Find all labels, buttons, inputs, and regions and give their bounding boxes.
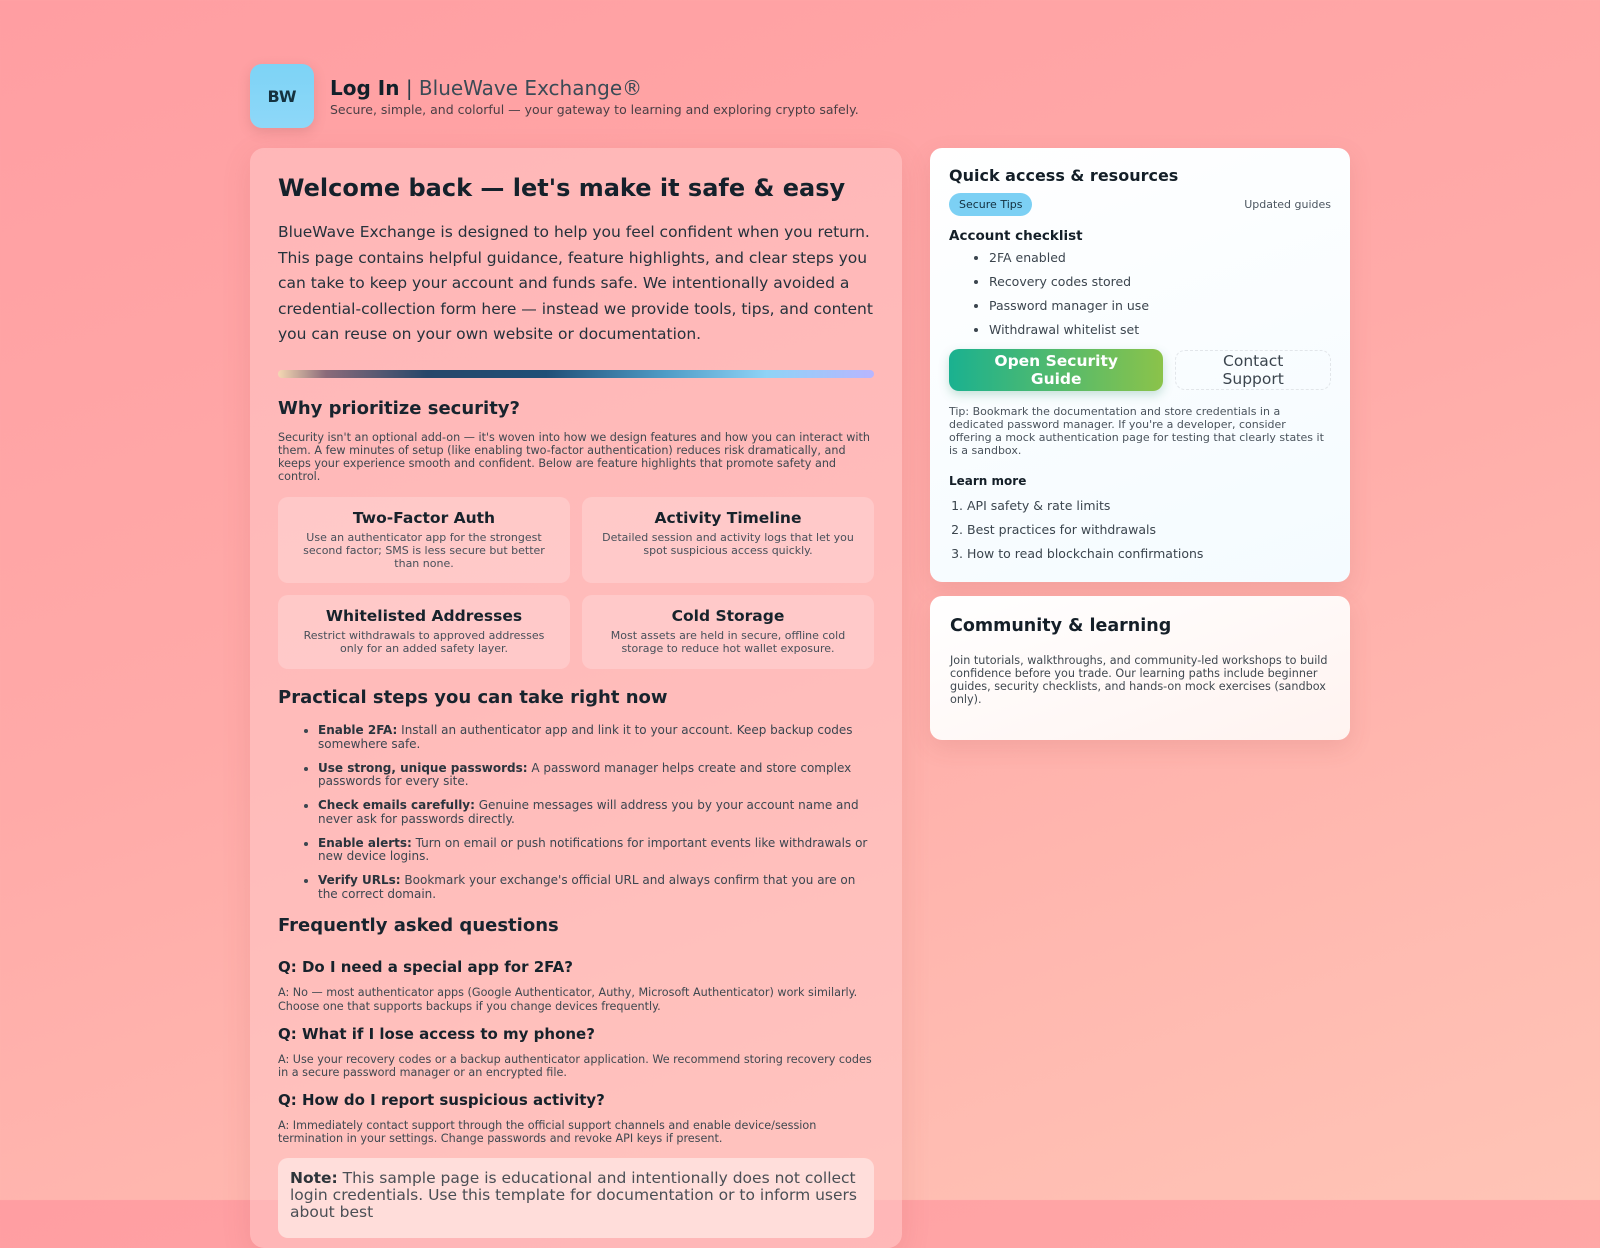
feature-card-two-factor — [278, 497, 570, 583]
welcome-heading: Welcome back — let's make it safe & easy — [278, 174, 846, 202]
quick-access-heading: Quick access & resources — [949, 166, 1179, 185]
learn-more-link[interactable]: 1. API safety & rate limits — [967, 498, 1331, 513]
step-label: Enable 2FA: — [318, 723, 398, 738]
learn-more-link[interactable]: 2. Best practices for withdrawals — [967, 522, 1331, 537]
community-heading: Community & learning — [950, 616, 1172, 636]
step-label: Enable alerts: — [318, 835, 412, 850]
page-title — [330, 76, 859, 100]
step-text: Genuine messages will address you by your account name and never ask for passwords directly. — [318, 798, 859, 826]
tip-text: Tip: Bookmark the documentation and store credentials in a dedicated password manager. If you're a developer, consider offering a mock authentication page for testing that clearly states it is a sandbox. — [949, 405, 1324, 457]
contact-support-button[interactable]: Contact Support — [1175, 350, 1331, 390]
learn-more-heading: Learn more — [949, 474, 1027, 488]
community-card — [930, 596, 1350, 740]
faq-answer: A: Immediately contact support through the official support channels and enable device/session termination in your settings. Change passwords and revoke API keys if present. — [278, 1119, 817, 1146]
steps-heading: Practical steps you can take right now — [278, 687, 668, 709]
step-text: Bookmark your exchange's official URL and always confirm that you are on the correct domain. — [318, 873, 856, 901]
step-label: Verify URLs: — [318, 873, 401, 888]
faq-question: Q: How do I report suspicious activity? — [278, 1091, 605, 1110]
step-text: Turn on email or push notifications for important events like withdrawals or new device logins. — [318, 835, 868, 864]
checklist-item: • Password manager in use — [989, 298, 1331, 313]
feature-desc: Detailed session and activity logs that let you spot suspicious access quickly. — [602, 531, 854, 558]
learn-more-link[interactable]: 3. How to read blockchain confirmations — [967, 546, 1331, 561]
main-panel — [250, 148, 902, 1248]
note-text: This sample page is educational and intentionally does not collect login credentials. Use this template for documentation or to inform users about best — [290, 1168, 857, 1221]
feature-desc: Restrict withdrawals to approved addresses only for an added safety layer. — [303, 629, 545, 656]
sidebar — [930, 148, 1350, 740]
quick-access-card — [930, 148, 1350, 582]
feature-card-whitelisted-addresses — [278, 595, 570, 669]
faq-heading: Frequently asked questions — [278, 915, 559, 937]
brand-logo[interactable]: BW — [250, 64, 314, 128]
faq-question: Q: Do I need a special app for 2FA? — [278, 958, 573, 977]
step-text: Install an authenticator app and link it to your account. Keep backup codes somewhere safe. — [318, 723, 853, 751]
open-security-guide-button[interactable]: Open Security Guide — [949, 349, 1163, 391]
header — [250, 64, 1350, 128]
step-label: Check emails carefully: — [318, 798, 475, 813]
brand-name: BlueWave Exchange® — [418, 75, 643, 100]
checklist-heading: Account checklist — [949, 228, 1083, 244]
checklist-item: • Withdrawal whitelist set — [989, 322, 1331, 337]
feature-card-activity-timeline — [582, 497, 874, 583]
feature-card-cold-storage — [582, 595, 874, 669]
login-title: Log In — [330, 75, 400, 100]
note-box — [278, 1158, 874, 1238]
gradient-divider — [278, 370, 874, 378]
why-heading: Why prioritize security? — [278, 397, 520, 419]
tagline: Secure, simple, and colorful — your gateway to learning and exploring crypto safely. — [330, 101, 859, 117]
feature-desc: Use an authenticator app for the strongest second factor; SMS is less secure but better than none. — [303, 531, 545, 571]
checklist-item: • Recovery codes stored — [989, 274, 1331, 289]
feature-title: Whitelisted Addresses — [325, 607, 523, 626]
note-label: Note: — [290, 1168, 338, 1187]
feature-title: Two-Factor Auth — [352, 509, 496, 528]
faq-answer: A: No — most authenticator apps (Google Authenticator, Authy, Microsoft Authenticator) work similarly. Choose one that supports backups if you change devices frequently. — [278, 986, 858, 1013]
step-text: A password manager helps create and store complex passwords for every site. — [318, 760, 852, 789]
steps-list — [278, 724, 874, 901]
page — [250, 64, 1350, 1221]
checklist-item: • 2FA enabled — [989, 250, 1331, 265]
secure-tips-badge: Secure Tips — [949, 193, 1032, 216]
community-text: Join tutorials, walkthroughs, and community-led workshops to build confidence before you trade. Our learning paths include beginner guides, security checklists, and hands-on mock exercises (sandbox only). — [950, 654, 1328, 706]
faq-question: Q: What if I lose access to my phone? — [278, 1024, 595, 1043]
why-text: Security isn't an optional add-on — it's woven into how we design features and how you can interact with them. A few minutes of setup (like enabling two-factor authentication) reduces risk dramatically, and keeps your experience smooth and confident. Below are feature highlights that promote safety and control. — [278, 430, 871, 484]
list-item — [318, 837, 874, 864]
learn-more-list — [949, 498, 1331, 561]
feature-grid — [278, 497, 874, 669]
list-item — [318, 874, 874, 901]
faq-answer: A: Use your recovery codes or a backup authenticator application. We recommend storing recovery codes in a secure password manager or an encrypted file. — [278, 1052, 872, 1079]
feature-title: Activity Timeline — [654, 509, 802, 528]
brand-block — [330, 76, 859, 117]
badge-row — [949, 193, 1331, 216]
step-label: Use strong, unique passwords: — [318, 760, 528, 775]
list-item — [318, 799, 874, 826]
updated-guides-label: Updated guides — [1244, 198, 1331, 211]
title-separator: | — [405, 75, 413, 100]
list-item — [318, 762, 874, 789]
list-item — [318, 724, 874, 751]
account-checklist — [949, 250, 1331, 337]
intro-text: BlueWave Exchange is designed to help you feel confident when you return. This page contains helpful guidance, feature highlights, and clear steps you can take to keep your account and funds safe. We intentionally avoided a credential-collection form here — instead we provide tools, tips, and content you can reuse on your own website or documentation. — [278, 223, 873, 343]
feature-title: Cold Storage — [671, 607, 785, 626]
action-buttons — [949, 349, 1331, 391]
feature-desc: Most assets are held in secure, offline cold storage to reduce hot wallet exposure. — [610, 629, 846, 656]
